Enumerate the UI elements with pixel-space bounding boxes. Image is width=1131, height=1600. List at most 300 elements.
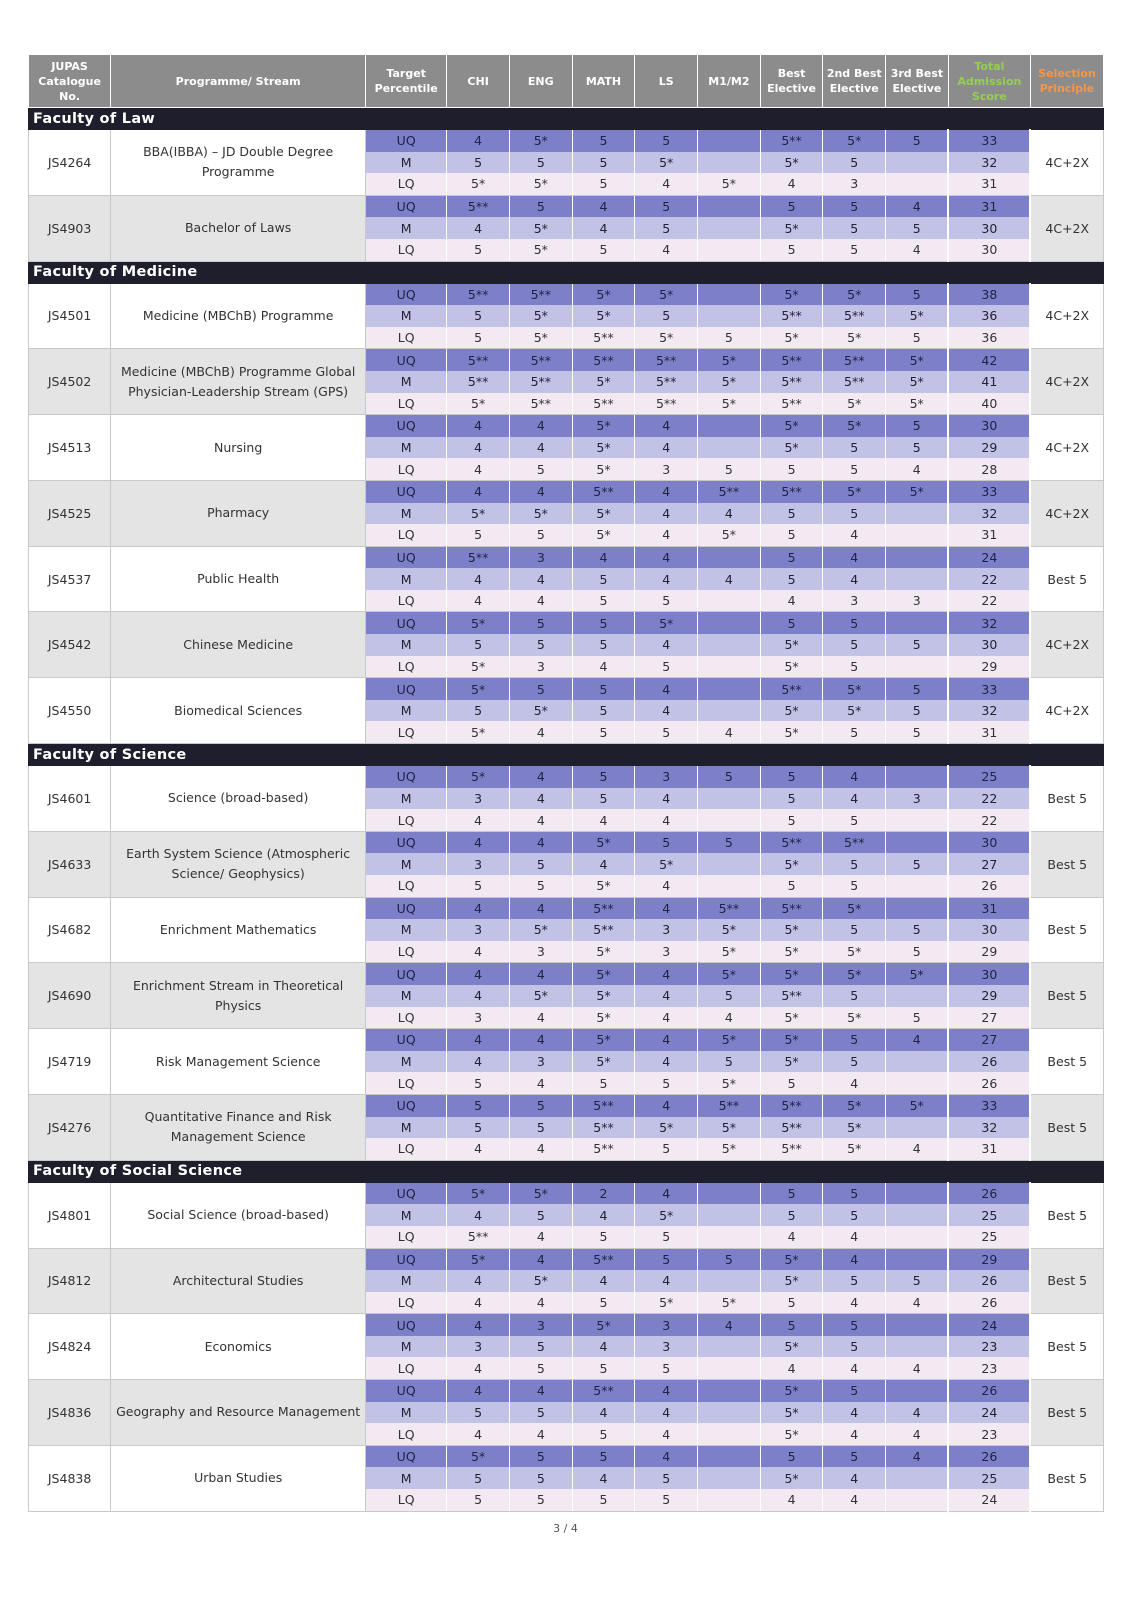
total-score-cell: 29 [948, 1248, 1030, 1270]
score-cell [886, 1248, 949, 1270]
score-cell: 4 [635, 503, 698, 525]
score-cell: 5 [760, 1445, 823, 1467]
total-score-cell: 26 [948, 1270, 1030, 1292]
score-cell: 5 [509, 1204, 572, 1226]
score-cell: 5* [760, 1270, 823, 1292]
total-score-cell: 23 [948, 1357, 1030, 1379]
score-cell [886, 524, 949, 546]
score-cell: 5** [698, 480, 761, 502]
score-cell: 5 [823, 437, 886, 459]
target-percentile: M [366, 700, 447, 722]
score-cell: 5* [698, 963, 761, 985]
catalogue-code: JS4525 [29, 480, 111, 546]
score-cell: 3 [886, 590, 949, 612]
target-percentile: UQ [366, 349, 447, 371]
total-score-cell: 28 [948, 458, 1030, 480]
score-cell [698, 305, 761, 327]
score-cell: 5** [447, 195, 510, 217]
score-cell [886, 568, 949, 590]
score-cell: 5* [698, 393, 761, 415]
total-score-cell: 26 [948, 1072, 1030, 1094]
score-cell: 5** [447, 349, 510, 371]
score-cell [886, 1489, 949, 1511]
score-cell: 3 [823, 173, 886, 195]
total-score-cell: 30 [948, 239, 1030, 261]
programme-group [29, 963, 1104, 1029]
score-cell: 5* [509, 173, 572, 195]
target-percentile: UQ [366, 897, 447, 919]
score-cell: 5 [572, 590, 635, 612]
total-score-cell: 23 [948, 1336, 1030, 1358]
score-cell [886, 503, 949, 525]
table-row [29, 349, 1104, 371]
table-row [29, 1029, 1104, 1051]
score-cell: 4 [635, 634, 698, 656]
column-header: JUPAS Catalogue No. [29, 55, 111, 108]
score-cell [698, 437, 761, 459]
score-cell: 5 [760, 1314, 823, 1336]
column-header: CHI [447, 55, 510, 108]
total-score-cell: 24 [948, 546, 1030, 568]
score-cell: 4 [823, 1248, 886, 1270]
score-cell: 5 [447, 1489, 510, 1511]
score-cell: 5* [698, 941, 761, 963]
score-cell: 5 [635, 1226, 698, 1248]
catalogue-code: JS4836 [29, 1380, 111, 1446]
total-score-cell: 22 [948, 788, 1030, 810]
score-cell [698, 152, 761, 174]
score-cell: 4 [635, 546, 698, 568]
faculty-heading: Faculty of Social Science [29, 1160, 1104, 1182]
score-cell: 5** [760, 305, 823, 327]
score-cell: 5 [760, 1204, 823, 1226]
score-cell: 5 [509, 458, 572, 480]
score-cell: 5 [760, 1072, 823, 1094]
faculty-heading: Faculty of Science [29, 744, 1104, 766]
score-cell: 5* [509, 327, 572, 349]
score-cell: 4 [447, 437, 510, 459]
total-score-cell: 33 [948, 678, 1030, 700]
target-percentile: UQ [366, 1248, 447, 1270]
score-cell: 5 [760, 1292, 823, 1314]
catalogue-code: JS4903 [29, 195, 111, 261]
score-cell: 5** [760, 371, 823, 393]
selection-principle: 4C+2X [1030, 195, 1103, 261]
score-cell: 4 [823, 1357, 886, 1379]
table-row [29, 415, 1104, 437]
score-cell: 5* [509, 239, 572, 261]
score-cell: 4 [823, 766, 886, 788]
score-cell: 5 [447, 1117, 510, 1139]
score-cell: 4 [572, 195, 635, 217]
score-cell: 5* [572, 371, 635, 393]
column-header: Selection Principle [1030, 55, 1103, 108]
score-cell: 5** [572, 897, 635, 919]
score-cell: 4 [572, 1336, 635, 1358]
total-score-cell: 29 [948, 656, 1030, 678]
total-score-cell: 33 [948, 1094, 1030, 1116]
score-cell: 5 [823, 875, 886, 897]
score-cell: 5 [447, 1467, 510, 1489]
score-cell: 4 [886, 239, 949, 261]
programme-group [29, 1380, 1104, 1446]
score-cell: 5 [509, 1117, 572, 1139]
faculty-section [29, 744, 1104, 766]
score-cell: 5* [447, 656, 510, 678]
target-percentile: UQ [366, 963, 447, 985]
score-cell: 5* [760, 1051, 823, 1073]
score-cell [698, 590, 761, 612]
table-row [29, 195, 1104, 217]
programme-name: Architectural Studies [111, 1248, 366, 1314]
score-cell: 5 [698, 766, 761, 788]
programme-name: Risk Management Science [111, 1029, 366, 1095]
score-cell: 4 [823, 1489, 886, 1511]
score-cell: 4 [635, 173, 698, 195]
score-cell: 3 [635, 1336, 698, 1358]
score-cell: 5** [823, 349, 886, 371]
score-cell: 5 [635, 1138, 698, 1160]
total-score-cell: 22 [948, 590, 1030, 612]
table-row [29, 612, 1104, 634]
column-header: 3rd Best Elective [886, 55, 949, 108]
score-cell: 4 [447, 217, 510, 239]
score-cell: 5 [823, 1336, 886, 1358]
score-cell: 5 [447, 1094, 510, 1116]
score-cell: 5** [572, 480, 635, 502]
score-cell: 5* [509, 130, 572, 152]
score-cell: 5* [760, 1029, 823, 1051]
score-cell: 4 [509, 831, 572, 853]
target-percentile: LQ [366, 1292, 447, 1314]
programme-group [29, 678, 1104, 744]
score-cell: 5* [760, 1467, 823, 1489]
target-percentile: LQ [366, 524, 447, 546]
catalogue-code: JS4537 [29, 546, 111, 612]
score-cell: 4 [823, 546, 886, 568]
programme-name: Earth System Science (Atmospheric Science/ Geophysics) [111, 831, 366, 897]
score-cell: 4 [509, 1029, 572, 1051]
score-cell: 5 [760, 503, 823, 525]
score-cell: 5 [760, 568, 823, 590]
score-cell: 5** [635, 393, 698, 415]
score-cell: 5 [760, 546, 823, 568]
score-cell: 4 [447, 963, 510, 985]
score-cell: 4 [698, 1007, 761, 1029]
score-cell: 5 [698, 458, 761, 480]
score-cell [698, 195, 761, 217]
score-cell: 5 [447, 1072, 510, 1094]
score-cell: 5 [635, 590, 698, 612]
score-cell: 3 [509, 1051, 572, 1073]
score-cell: 5* [760, 327, 823, 349]
total-score-cell: 27 [948, 1029, 1030, 1051]
score-cell: 5* [698, 1029, 761, 1051]
target-percentile: LQ [366, 1072, 447, 1094]
score-cell: 5* [635, 1204, 698, 1226]
score-cell: 4 [509, 1138, 572, 1160]
score-cell: 5 [760, 766, 823, 788]
score-cell: 5 [760, 612, 823, 634]
target-percentile: UQ [366, 1182, 447, 1204]
score-cell: 5 [823, 1380, 886, 1402]
total-score-cell: 30 [948, 415, 1030, 437]
score-cell: 5* [760, 415, 823, 437]
programme-group [29, 1248, 1104, 1314]
score-cell: 4 [823, 524, 886, 546]
programme-name: Economics [111, 1314, 366, 1380]
score-cell: 5 [823, 239, 886, 261]
target-percentile: LQ [366, 393, 447, 415]
score-cell: 4 [635, 897, 698, 919]
score-cell: 5** [823, 305, 886, 327]
score-cell: 5 [509, 634, 572, 656]
target-percentile: M [366, 1336, 447, 1358]
score-cell [886, 1072, 949, 1094]
score-cell: 3 [447, 788, 510, 810]
score-cell: 5 [823, 195, 886, 217]
catalogue-code: JS4801 [29, 1182, 111, 1248]
catalogue-code: JS4542 [29, 612, 111, 678]
total-score-cell: 24 [948, 1402, 1030, 1424]
score-cell: 3 [823, 590, 886, 612]
total-score-cell: 25 [948, 1204, 1030, 1226]
score-cell: 5* [572, 283, 635, 305]
score-cell: 5 [509, 195, 572, 217]
score-cell: 5 [509, 678, 572, 700]
score-cell: 5* [823, 963, 886, 985]
table-row [29, 283, 1104, 305]
score-cell: 4 [447, 568, 510, 590]
score-cell: 5 [698, 985, 761, 1007]
score-cell: 5 [886, 700, 949, 722]
score-cell: 5* [760, 1423, 823, 1445]
target-percentile: LQ [366, 239, 447, 261]
score-cell [886, 546, 949, 568]
score-cell: 4 [635, 1051, 698, 1073]
score-cell: 5** [572, 1380, 635, 1402]
score-cell: 5** [572, 919, 635, 941]
target-percentile: LQ [366, 941, 447, 963]
target-percentile: M [366, 568, 447, 590]
score-cell: 5 [886, 678, 949, 700]
score-cell: 5* [823, 700, 886, 722]
score-cell: 5** [760, 678, 823, 700]
score-cell: 5* [635, 1292, 698, 1314]
score-cell: 5** [572, 393, 635, 415]
catalogue-code: JS4502 [29, 349, 111, 415]
target-percentile: LQ [366, 327, 447, 349]
total-score-cell: 40 [948, 393, 1030, 415]
total-score-cell: 30 [948, 634, 1030, 656]
selection-principle: 4C+2X [1030, 612, 1103, 678]
score-cell: 4 [447, 809, 510, 831]
target-percentile: UQ [366, 831, 447, 853]
score-cell [698, 634, 761, 656]
catalogue-code: JS4812 [29, 1248, 111, 1314]
total-score-cell: 36 [948, 327, 1030, 349]
programme-name: Quantitative Finance and Risk Management Science [111, 1094, 366, 1160]
score-cell: 5 [635, 1467, 698, 1489]
total-score-cell: 32 [948, 152, 1030, 174]
score-cell: 4 [447, 130, 510, 152]
score-cell: 4 [635, 480, 698, 502]
score-cell [886, 612, 949, 634]
score-cell: 5* [509, 503, 572, 525]
score-cell [698, 1380, 761, 1402]
score-cell: 5 [509, 875, 572, 897]
score-cell [886, 1380, 949, 1402]
selection-principle: 4C+2X [1030, 130, 1103, 196]
target-percentile: M [366, 152, 447, 174]
score-cell: 4 [447, 1204, 510, 1226]
target-percentile: UQ [366, 480, 447, 502]
score-cell: 4 [509, 1072, 572, 1094]
table-row [29, 1094, 1104, 1116]
score-cell: 5* [760, 1402, 823, 1424]
catalogue-code: JS4690 [29, 963, 111, 1029]
score-cell: 5 [509, 853, 572, 875]
score-cell: 3 [447, 919, 510, 941]
score-cell: 5 [823, 217, 886, 239]
total-score-cell: 33 [948, 480, 1030, 502]
score-cell: 5** [635, 371, 698, 393]
score-cell [698, 1182, 761, 1204]
score-cell [698, 678, 761, 700]
score-cell: 4 [572, 1204, 635, 1226]
score-cell: 5* [823, 1094, 886, 1116]
score-cell: 4 [760, 173, 823, 195]
score-cell: 3 [509, 546, 572, 568]
programme-group [29, 1182, 1104, 1248]
score-cell: 5* [572, 524, 635, 546]
score-cell: 5* [509, 1270, 572, 1292]
score-cell [698, 1467, 761, 1489]
score-cell: 4 [509, 1248, 572, 1270]
score-cell: 5* [635, 853, 698, 875]
score-cell: 4 [509, 1226, 572, 1248]
score-cell [886, 1117, 949, 1139]
total-score-cell: 26 [948, 1445, 1030, 1467]
score-cell: 5** [760, 480, 823, 502]
total-score-cell: 32 [948, 612, 1030, 634]
target-percentile: M [366, 217, 447, 239]
target-percentile: LQ [366, 809, 447, 831]
score-cell: 3 [886, 788, 949, 810]
score-cell: 5 [823, 1029, 886, 1051]
score-cell [698, 1270, 761, 1292]
total-score-cell: 27 [948, 853, 1030, 875]
score-cell: 5* [572, 941, 635, 963]
score-cell: 5* [823, 1138, 886, 1160]
score-cell: 4 [635, 985, 698, 1007]
score-cell: 5 [823, 503, 886, 525]
selection-principle: Best 5 [1030, 1248, 1103, 1314]
target-percentile: M [366, 1204, 447, 1226]
target-percentile: LQ [366, 1226, 447, 1248]
score-cell: 4 [509, 766, 572, 788]
score-cell: 5* [698, 1072, 761, 1094]
score-cell: 4 [509, 721, 572, 743]
score-cell: 4 [823, 1226, 886, 1248]
score-cell [886, 897, 949, 919]
score-cell: 5 [509, 1489, 572, 1511]
score-cell: 4 [635, 1094, 698, 1116]
total-score-cell: 26 [948, 875, 1030, 897]
selection-principle: Best 5 [1030, 1380, 1103, 1446]
score-cell: 5* [760, 217, 823, 239]
total-score-cell: 25 [948, 766, 1030, 788]
column-header: LS [635, 55, 698, 108]
score-cell: 5 [572, 1489, 635, 1511]
selection-principle: 4C+2X [1030, 480, 1103, 546]
catalogue-code: JS4824 [29, 1314, 111, 1380]
score-cell: 5** [760, 985, 823, 1007]
score-cell: 5* [886, 1094, 949, 1116]
column-header: M1/M2 [698, 55, 761, 108]
score-cell: 5 [572, 568, 635, 590]
score-cell: 4 [635, 1007, 698, 1029]
score-cell: 4 [447, 1051, 510, 1073]
score-cell: 4 [509, 963, 572, 985]
score-cell: 4 [635, 1270, 698, 1292]
total-score-cell: 38 [948, 283, 1030, 305]
score-cell: 5 [760, 809, 823, 831]
score-cell: 4 [635, 1029, 698, 1051]
selection-principle: 4C+2X [1030, 283, 1103, 349]
total-score-cell: 31 [948, 721, 1030, 743]
total-score-cell: 31 [948, 195, 1030, 217]
score-cell: 3 [509, 656, 572, 678]
target-percentile: LQ [366, 656, 447, 678]
score-cell: 4 [635, 1182, 698, 1204]
score-cell: 5* [447, 393, 510, 415]
target-percentile: UQ [366, 546, 447, 568]
score-cell: 5 [447, 239, 510, 261]
score-cell: 5** [572, 1117, 635, 1139]
table-row [29, 963, 1104, 985]
faculty-heading: Faculty of Medicine [29, 261, 1104, 283]
total-score-cell: 27 [948, 1007, 1030, 1029]
score-cell: 5** [572, 1094, 635, 1116]
score-cell: 5 [823, 721, 886, 743]
score-cell: 5 [823, 809, 886, 831]
target-percentile: LQ [366, 458, 447, 480]
score-cell: 4 [886, 1423, 949, 1445]
target-percentile: UQ [366, 1445, 447, 1467]
score-cell: 5** [760, 897, 823, 919]
total-score-cell: 36 [948, 305, 1030, 327]
score-cell: 5* [635, 327, 698, 349]
score-cell: 5** [760, 130, 823, 152]
score-cell: 4 [509, 1007, 572, 1029]
score-cell: 5* [509, 217, 572, 239]
target-percentile: UQ [366, 1314, 447, 1336]
score-cell [886, 1467, 949, 1489]
score-cell: 5** [509, 393, 572, 415]
score-cell: 5 [509, 1445, 572, 1467]
score-cell: 5* [760, 919, 823, 941]
score-cell: 4 [447, 1029, 510, 1051]
score-cell: 5* [823, 1007, 886, 1029]
score-cell: 5 [572, 173, 635, 195]
score-cell: 4 [447, 1314, 510, 1336]
score-cell: 5* [447, 503, 510, 525]
programme-group [29, 415, 1104, 481]
score-cell: 5* [886, 349, 949, 371]
target-percentile: UQ [366, 1380, 447, 1402]
score-cell: 5 [572, 612, 635, 634]
